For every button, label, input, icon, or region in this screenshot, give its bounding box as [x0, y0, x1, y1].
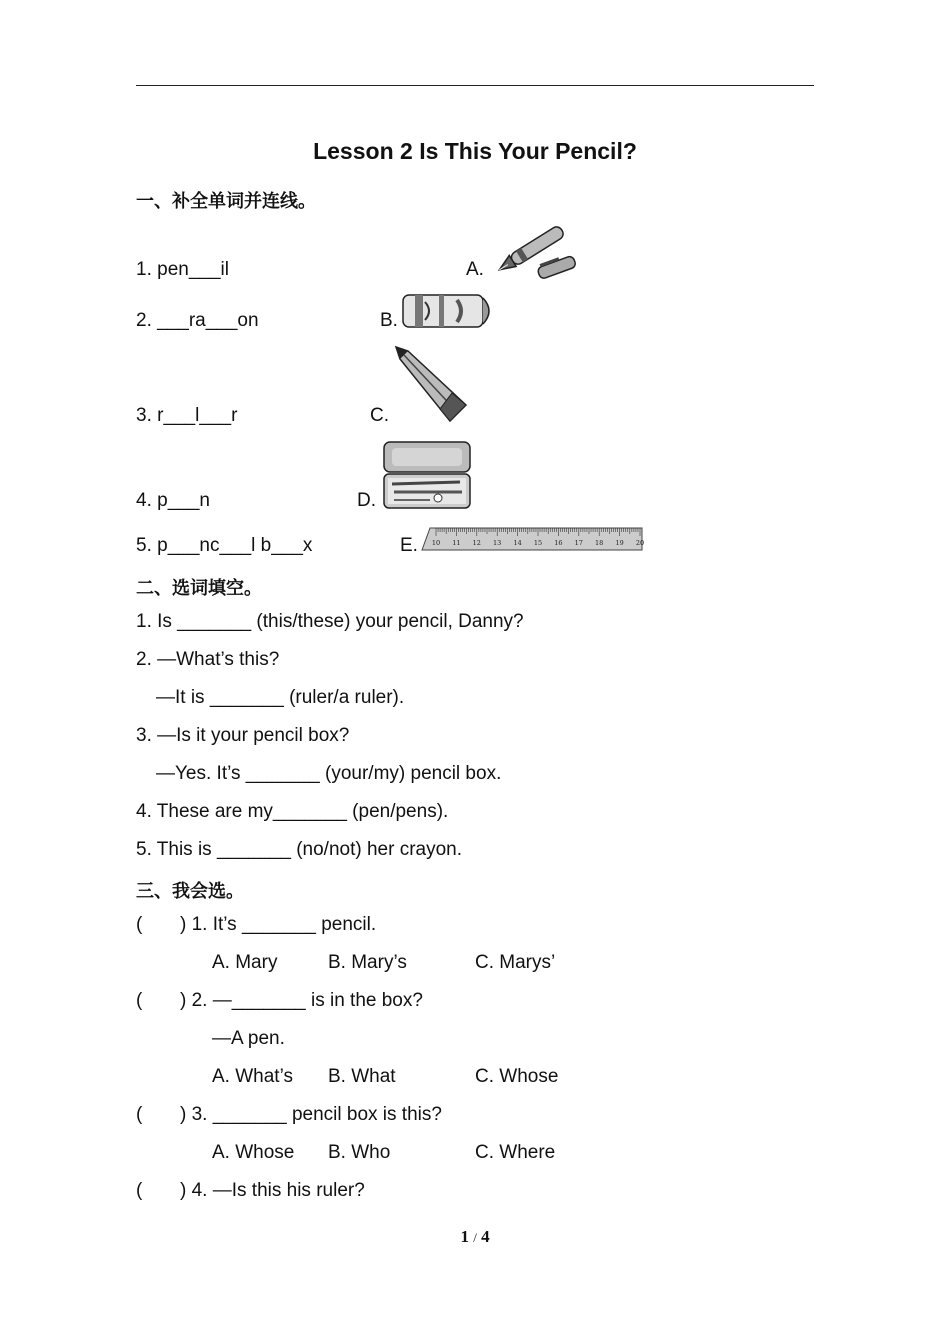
fill-line-4: 4. These are my_______ (pen/pens).	[136, 801, 449, 822]
header-rule	[136, 85, 814, 86]
fill-line-2: 2. —What’s this?	[136, 649, 280, 670]
pencil-icon	[392, 343, 472, 425]
option-b-label: B.	[380, 310, 398, 331]
pen-icon	[488, 220, 582, 280]
q2-option-a: A. What’s	[212, 1066, 293, 1087]
ruler-tick-label: 18	[595, 539, 604, 547]
q1-option-b: B. Mary’s	[328, 952, 407, 973]
word-item-1: 1. pen___il	[136, 259, 229, 280]
ruler-tick-label: 14	[513, 539, 522, 547]
q2-answer-line: —A pen.	[212, 1028, 285, 1049]
ruler-tick-label: 19	[615, 539, 624, 547]
total-pages: 4	[481, 1227, 490, 1246]
current-page: 1	[460, 1227, 469, 1246]
section3-heading: 三、我会选。	[136, 881, 244, 901]
q1-option-c: C. Marys’	[475, 952, 556, 973]
page-separator: /	[473, 1230, 477, 1245]
question-4: ) 4. —Is this his ruler?	[180, 1180, 365, 1201]
option-c-label: C.	[370, 405, 389, 426]
ruler-tick-label: 13	[493, 539, 502, 547]
ruler-tick-label: 15	[533, 539, 543, 547]
option-e-label: E.	[400, 535, 418, 556]
q1-option-a: A. Mary	[212, 952, 278, 973]
q3-option-c: C. Where	[475, 1142, 556, 1163]
fill-line-3: 3. —Is it your pencil box?	[136, 725, 350, 746]
q3-option-b: B. Who	[328, 1142, 391, 1163]
option-a-label: A.	[466, 259, 484, 280]
pencil-box-icon	[380, 440, 474, 512]
option-d-label: D.	[357, 490, 376, 511]
ruler-tick-label: 17	[574, 539, 583, 547]
section2-heading: 二、选词填空。	[136, 578, 262, 598]
answer-paren-2: (	[136, 990, 143, 1011]
word-item-3: 3. r___l___r	[136, 405, 238, 426]
ruler-tick-label: 16	[554, 539, 563, 547]
fill-line-3-answer: —Yes. It’s _______ (your/my) pencil box.	[156, 763, 502, 784]
ruler-tick-label: 10	[431, 539, 441, 547]
answer-paren-4: (	[136, 1180, 143, 1201]
q2-option-c: C. Whose	[475, 1066, 559, 1087]
word-item-5: 5. p___nc___l b___x	[136, 535, 313, 556]
word-item-4: 4. p___n	[136, 490, 210, 511]
question-3: ) 3. _______ pencil box is this?	[180, 1104, 442, 1125]
question-2: ) 2. —_______ is in the box?	[180, 990, 423, 1011]
answer-paren-1: (	[136, 914, 143, 935]
ruler-tick-label: 12	[472, 539, 481, 547]
question-1: ) 1. It’s _______ pencil.	[180, 914, 377, 935]
word-item-2: 2. ___ra___on	[136, 310, 259, 331]
q3-option-a: A. Whose	[212, 1142, 295, 1163]
page-number	[0, 1227, 950, 1247]
ruler-icon	[420, 526, 644, 554]
fill-line-2-answer: —It is _______ (ruler/a ruler).	[156, 687, 405, 708]
crayon-icon	[401, 292, 495, 330]
ruler-tick-label: 11	[452, 539, 461, 547]
fill-line-1: 1. Is _______ (this/these) your pencil, Danny?	[136, 611, 524, 632]
page-title: Lesson 2 Is This Your Pencil?	[313, 138, 637, 164]
fill-line-5: 5. This is _______ (no/not) her crayon.	[136, 839, 463, 860]
section1-heading: 一、补全单词并连线。	[136, 191, 316, 211]
answer-paren-3: (	[136, 1104, 143, 1125]
ruler-tick-label: 20	[635, 539, 644, 547]
q2-option-b: B. What	[328, 1066, 396, 1087]
